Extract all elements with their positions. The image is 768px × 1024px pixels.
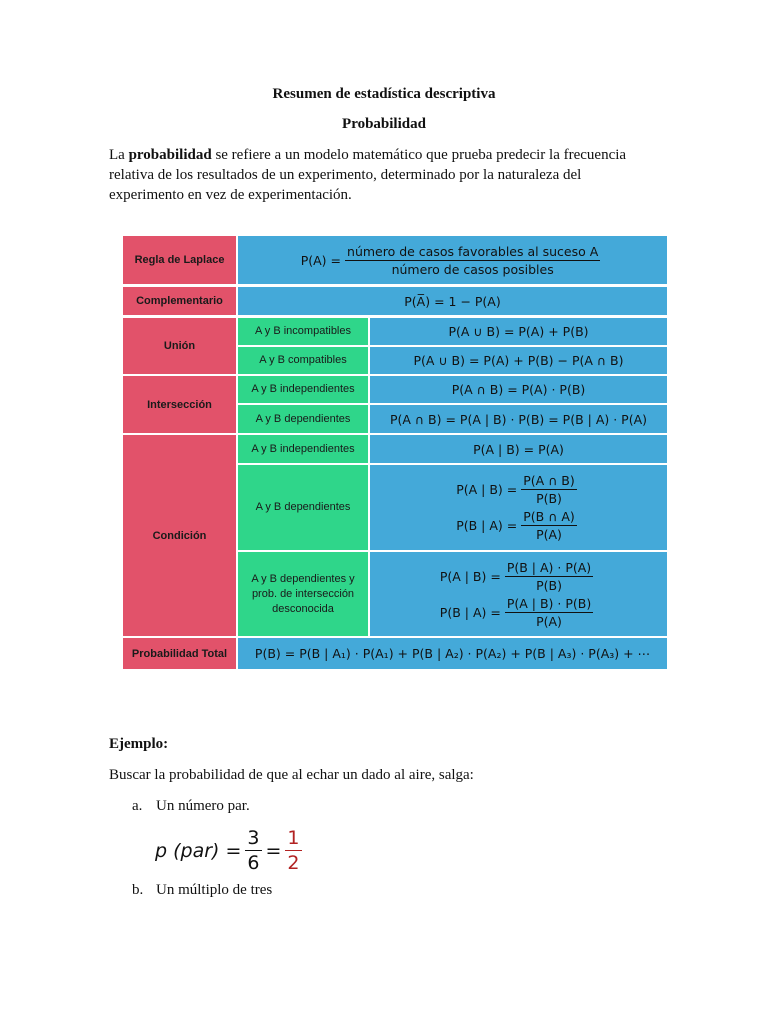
cond-dep-f1-lhs: P(A | B) =: [456, 482, 518, 497]
laplace-fraction: [345, 244, 600, 277]
example-den2: 2: [287, 852, 300, 874]
union-incompatible-formula: P(A ∪ B) = P(A) + P(B): [448, 324, 589, 339]
intro-bold-word: probabilidad: [128, 147, 212, 163]
example-prompt: Buscar la probabilidad de que al echar un dado al aire, salga:: [109, 767, 474, 783]
item-a-marker: a.: [132, 798, 143, 814]
item-b-marker: b.: [132, 882, 144, 898]
sub-condition-unknown: [238, 552, 368, 636]
condition-dependent-f2: [456, 509, 581, 542]
intersection-independent-label: A y B independientes: [251, 383, 355, 395]
intro-text: se refiere a un modelo matemático que prueba predecir la frecuencia relativa de los resultados de un experimento, determinado por la naturaleza del experimento en vez de experimentación.: [109, 147, 627, 203]
intersection-dependent-label: A y B dependientes: [255, 412, 351, 425]
label-union: [123, 318, 236, 374]
section-title: Probabilidad: [342, 116, 426, 132]
condition-dependent-f1: [456, 473, 581, 506]
example-formula-eq: =: [265, 839, 282, 862]
formula-complement: [238, 287, 667, 315]
label-intersection-text: Intersección: [147, 398, 212, 411]
label-laplace: [123, 236, 236, 284]
laplace-numerator: número de casos favorables al suceso A: [347, 243, 599, 259]
intersection-independent-formula: P(A ∩ B) = P(A) · P(B): [451, 382, 586, 397]
item-b-text: Un múltiplo de tres: [156, 882, 273, 898]
complement-formula-text: P(A̅) = 1 − P(A): [404, 293, 501, 309]
label-complement: [123, 287, 236, 315]
probability-rules-table: [123, 236, 667, 669]
cond-unk-f1-lhs: P(A | B) =: [439, 568, 501, 584]
cond-dep-f1-fraction: [521, 473, 577, 506]
list-item-b: [132, 880, 672, 900]
example-num1: 3: [247, 827, 260, 849]
example-heading: Ejemplo:: [109, 736, 169, 752]
cond-dep-f2-fraction: [521, 509, 577, 542]
intro-paragraph: [109, 145, 649, 205]
cond-unk-f1-den: P(B): [536, 577, 562, 593]
formula-intersection-dependent: [370, 405, 667, 433]
cond-unk-f1-fraction: [505, 560, 593, 593]
label-total-probability: [123, 638, 236, 669]
formula-union-compatible: [370, 347, 667, 374]
condition-unknown-f2: [440, 596, 597, 629]
formula-condition-unknown: [370, 552, 667, 636]
label-complement-text: Complementario: [136, 295, 223, 307]
sub-intersection-independent: [238, 376, 368, 403]
union-compatible-formula: P(A ∪ B) = P(A) + P(B) − P(A ∩ B): [413, 353, 624, 368]
sub-union-incompatible: [238, 318, 368, 345]
union-compatible-label: A y B compatibles: [259, 354, 347, 366]
item-a-text: Un número par.: [156, 798, 250, 814]
condition-independent-label: A y B independientes: [251, 442, 355, 455]
cond-unk-f2-fraction: [505, 596, 593, 629]
label-condition-text: Condición: [152, 529, 207, 542]
example-formula: [155, 827, 306, 874]
cond-unk-f2-lhs: P(B | A) =: [439, 604, 501, 620]
condition-unknown-f1: [440, 560, 597, 593]
example-num2: 1: [287, 827, 300, 849]
label-laplace-text: Regla de Laplace: [134, 254, 225, 266]
example-den1: 6: [247, 852, 260, 874]
cond-dep-f2-den: P(A): [536, 527, 562, 542]
condition-dependent-label: A y B dependientes: [255, 501, 351, 513]
cond-dep-f2-num: P(B ∩ A): [523, 509, 575, 524]
sub-intersection-dependent: [238, 405, 368, 433]
condition-independent-formula: P(A | B) = P(A): [473, 441, 564, 457]
total-formula-text: P(B) = P(B | A₁) · P(A₁) + P(B | A₂) · P(A₂) + P(B | A₃) · P(A₃) + ⋯: [254, 646, 651, 661]
laplace-denominator: número de casos posibles: [391, 261, 554, 277]
cond-dep-f1-den: P(B): [536, 491, 562, 506]
intro-prefix: La: [109, 147, 129, 163]
list-item-a: [132, 796, 672, 816]
cond-dep-f1-num: P(A ∩ B): [523, 473, 575, 488]
sub-condition-dependent: [238, 465, 368, 550]
label-total-text: Probabilidad Total: [131, 647, 228, 660]
union-incompatible-label: A y B incompatibles: [255, 325, 351, 337]
formula-condition-independent: [370, 435, 667, 463]
document-title: Resumen de estadística descriptiva: [272, 86, 496, 102]
formula-laplace: [238, 236, 667, 284]
intersection-dependent-formula: P(A ∩ B) = P(A | B) · P(B) = P(B | A) · P(A): [389, 411, 648, 427]
label-union-text: Unión: [163, 340, 196, 352]
cond-dep-f2-lhs: P(B | A) =: [456, 518, 518, 533]
formula-union-incompatible: [370, 318, 667, 345]
formula-intersection-independent: [370, 376, 667, 403]
example-fraction-answer: [285, 827, 301, 874]
example-formula-lhs: p (par) =: [155, 839, 242, 862]
cond-unk-f1-num: P(B | A) · P(A): [506, 559, 592, 575]
formula-condition-dependent: [370, 465, 667, 550]
cond-unk-f2-den: P(A): [536, 613, 562, 629]
label-intersection: [123, 376, 236, 433]
sub-union-compatible: [238, 347, 368, 374]
cond-unk-f2-num: P(A | B) · P(B): [506, 595, 592, 611]
label-condition: [123, 435, 236, 636]
sub-condition-independent: [238, 435, 368, 463]
example-fraction-1: [245, 827, 261, 874]
condition-unknown-label: A y B dependientes y prob. de intersección desconocida: [251, 572, 355, 615]
formula-total-probability: [238, 638, 667, 669]
laplace-lhs: P(A) =: [300, 252, 342, 268]
